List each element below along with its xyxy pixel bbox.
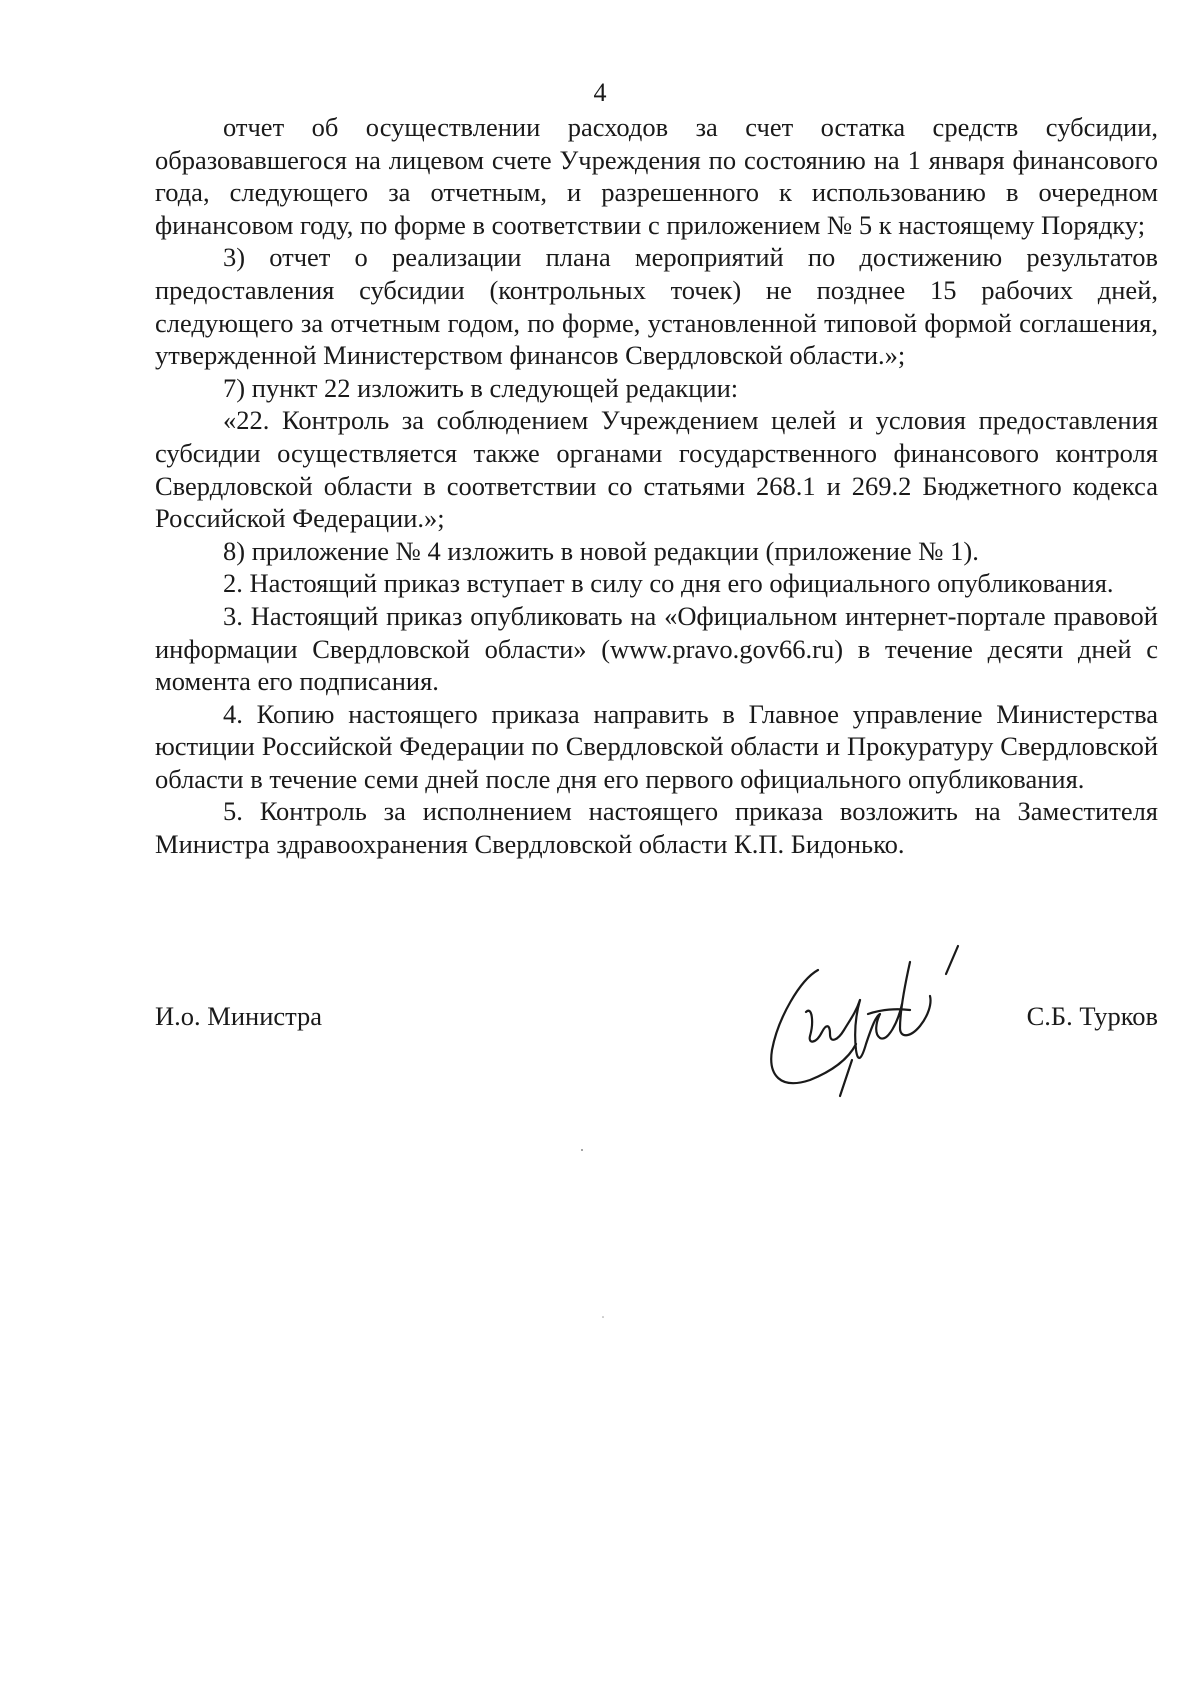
paragraph-item-3-report: 3) отчет о реализации плана мероприятий по достижению результатов предоставления субсидии (контрольных точек) не позднее 15 рабочих дней, следующего за отчетным годом, по форме, установленной типовой формой соглашения, утвержденной Министерством финансов Свердловской области.»; — [155, 242, 1158, 371]
page-number: 4 — [593, 78, 607, 107]
document-body — [155, 111, 1158, 861]
paragraph-report-remaining-funds: отчет об осуществлении расходов за счет остатка средств субсидии, образовавшегося на лицевом счете Учреждения по состоянию на 1 января финансового года, следующего за отчетным, и разрешенного к использованию в очередном финансовом году, по форме в соответствии с приложением № 5 к настоящему Порядку; — [155, 112, 1158, 240]
paragraph-point-2: 2. Настоящий приказ вступает в силу со дня его официального опубликования. — [223, 568, 1114, 599]
paragraph-point-4: 4. Копию настоящего приказа направить в Главное управление Министерства юстиции Российской Федерации по Свердловской области и Прокуратуру Свердловской области в течение семи дней после дня его первого официального опубликования. — [155, 698, 1158, 794]
handwritten-signature — [760, 940, 1020, 1115]
paragraph-point-3: 3. Настоящий приказ опубликовать на «Официальном интернет-портале правовой информации Свердловской области» (www.pravo.gov66.ru) в течение десяти дней с момента его подписания. — [155, 600, 1158, 697]
paragraph-item-7: 7) пункт 22 изложить в следующей редакции: — [223, 372, 739, 403]
paragraph-point-5: 5. Контроль за исполнением настоящего приказа возложить на Заместителя Министра здравоохранения Свердловской области К.П. Бидонько. — [155, 796, 1158, 860]
signatory-position: И.о. Министра — [155, 1001, 323, 1031]
signatory-name: С.Б. Турков — [1026, 1001, 1158, 1031]
paragraph-clause-22: «22. Контроль за соблюдением Учреждением целей и условия предоставления субсидии осуществляется также органами государственного финансового контроля Свердловской области в соответствии со статьями 268.1 и 269.2 Бюджетного кодекса Российской Федерации.»; — [155, 405, 1158, 534]
paragraph-item-8: 8) приложение № 4 изложить в новой редакции (приложение № 1). — [223, 535, 979, 566]
